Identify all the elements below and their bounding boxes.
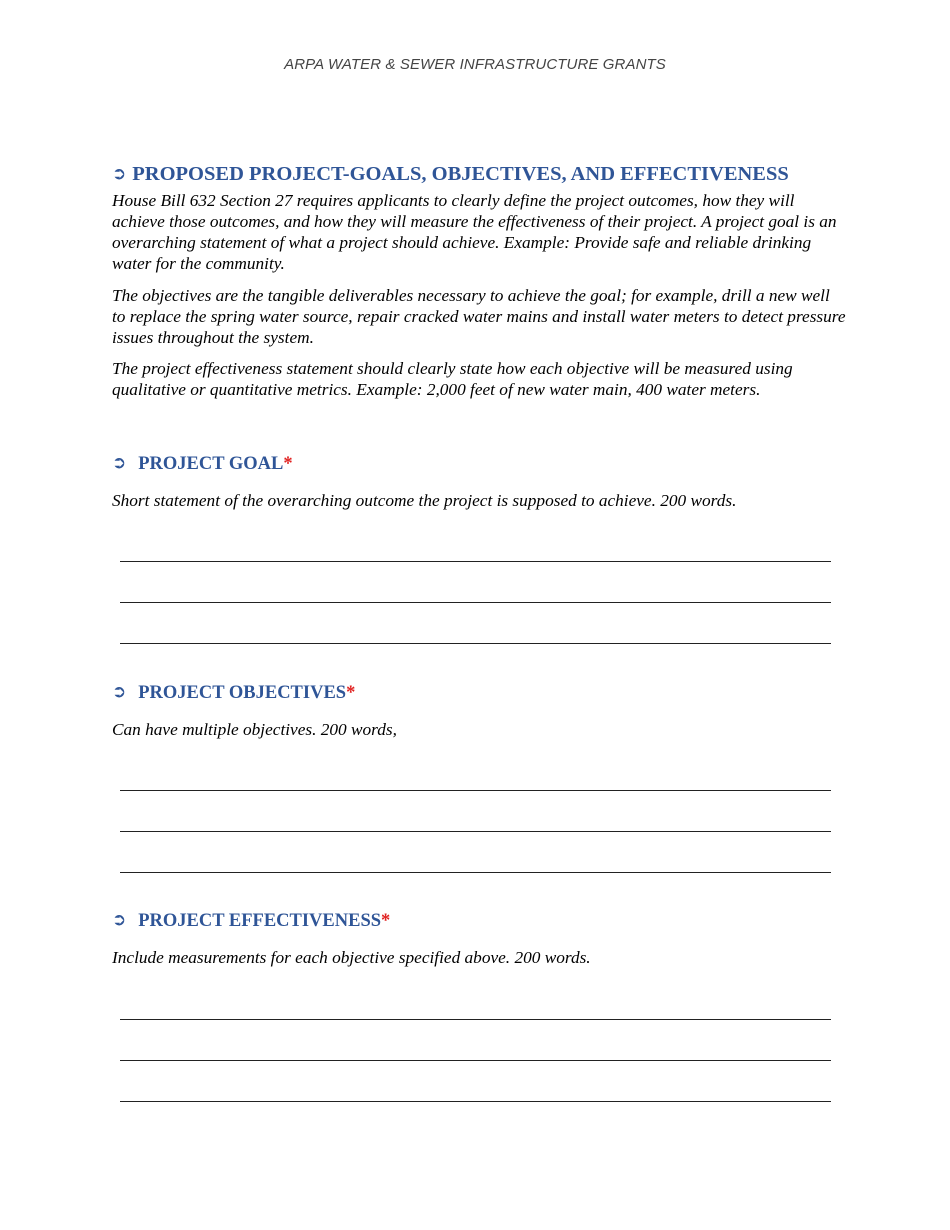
project-effectiveness-instruction: Include measurements for each objective specified above. 200 words. bbox=[112, 948, 591, 967]
project-goal-answer-line-2[interactable] bbox=[120, 602, 831, 603]
main-section-heading bbox=[112, 163, 789, 186]
arrow-right-icon: ➲ bbox=[112, 910, 127, 930]
main-section-title: PROPOSED PROJECT-GOALS, OBJECTIVES, AND EFFECTIVENESS bbox=[132, 163, 789, 185]
project-objectives-instruction: Can have multiple objectives. 200 words, bbox=[112, 720, 397, 739]
project-objectives-answer-line-3[interactable] bbox=[120, 872, 831, 873]
arrow-right-icon: ➲ bbox=[112, 682, 127, 702]
project-effectiveness-title: PROJECT EFFECTIVENESS bbox=[138, 911, 382, 931]
project-effectiveness-answer-line-1[interactable] bbox=[120, 1019, 831, 1020]
project-goal-heading bbox=[112, 453, 293, 475]
project-objectives-answer-line-1[interactable] bbox=[120, 790, 831, 791]
arrow-right-icon: ➲ bbox=[112, 453, 127, 473]
project-objectives-heading bbox=[112, 682, 355, 704]
arrow-right-icon: ➲ bbox=[112, 164, 127, 184]
project-effectiveness-heading bbox=[112, 910, 390, 932]
project-effectiveness-answer-line-2[interactable] bbox=[120, 1060, 831, 1061]
required-asterisk: * bbox=[283, 454, 293, 474]
project-goal-answer-line-1[interactable] bbox=[120, 561, 831, 562]
project-goal-instruction: Short statement of the overarching outcome the project is supposed to achieve. 200 words. bbox=[112, 491, 737, 510]
required-asterisk: * bbox=[346, 683, 356, 703]
required-asterisk: * bbox=[381, 911, 391, 931]
page-header: ARPA WATER & SEWER INFRASTRUCTURE GRANTS bbox=[284, 56, 666, 73]
objectives-explanation-paragraph: The objectives are the tangible deliverables necessary to achieve the goal; for example, drill a new well to replace the spring water source, repair cracked water mains and install water meters to detect pressure issues throughout the system. bbox=[112, 286, 846, 347]
project-goal-answer-line-3[interactable] bbox=[120, 643, 831, 644]
project-goal-title: PROJECT GOAL bbox=[138, 454, 284, 474]
project-objectives-answer-line-2[interactable] bbox=[120, 831, 831, 832]
effectiveness-explanation-paragraph: The project effectiveness statement should clearly state how each objective will be measured using qualitative or quantitative metrics. Example: 2,000 feet of new water main, 400 water meters. bbox=[112, 359, 793, 399]
project-objectives-title: PROJECT OBJECTIVES bbox=[138, 683, 347, 703]
project-effectiveness-answer-line-3[interactable] bbox=[120, 1101, 831, 1102]
intro-paragraph: House Bill 632 Section 27 requires applicants to clearly define the project outcomes, how they will achieve those outcomes, and how they will measure the effectiveness of their project. A project goal is an overarching statement of what a project should achieve. Example: Provide safe and reliable drinking water for the community. bbox=[112, 191, 837, 273]
